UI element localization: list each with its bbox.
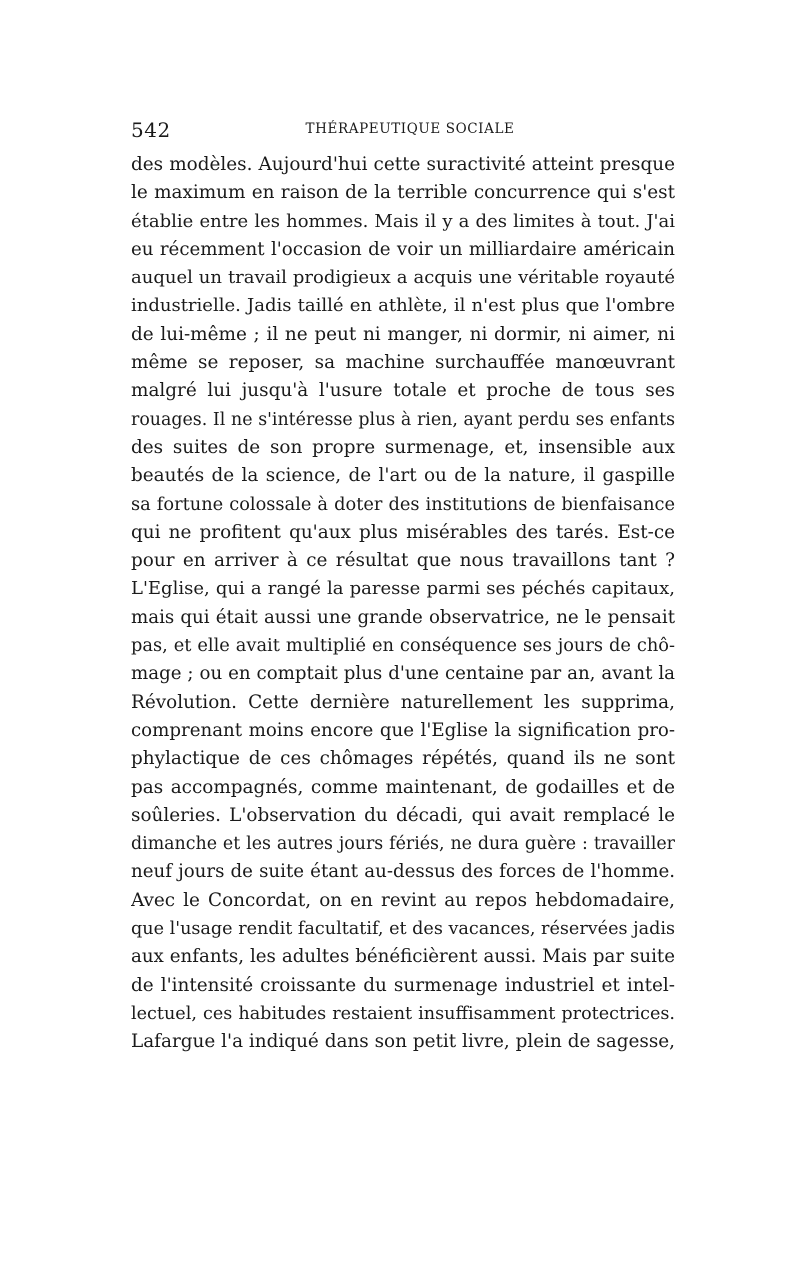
text-line: Révolution. Cette dernière naturellement les supprima,: [131, 691, 675, 713]
body-text: [131, 151, 675, 1057]
text-line: sa fortune colossale à doter des institutions de bienfaisance: [131, 493, 675, 515]
text-line: le maximum en raison de la terrible concurrence qui s'est: [131, 182, 675, 204]
text-line: phylactique de ces chômages répétés, quand ils ne sont: [131, 748, 675, 770]
text-line: pour en arriver à ce résultat que nous travaillons tant ?: [131, 550, 675, 572]
text-line: eu récemment l'occasion de voir un milliardaire américain: [131, 238, 675, 260]
text-line: mage ; ou en comptait plus d'une centaine par an, avant la: [131, 663, 675, 685]
text-line: pas accompagnés, comme maintenant, de godailles et de: [131, 776, 675, 798]
text-line: de l'intensité croissante du surmenage industriel et intel-: [131, 974, 675, 996]
page-number: 542: [131, 118, 171, 142]
text-line: Lafargue l'a indiqué dans son petit livre, plein de sagesse,: [131, 1031, 675, 1053]
text-line: mais qui était aussi une grande observatrice, ne le pensait: [131, 606, 675, 628]
text-line: pas, et elle avait multiplié en conséquence ses jours de chô-: [131, 635, 675, 657]
text-line: des modèles. Aujourd'hui cette suractivité atteint presque: [131, 154, 675, 175]
text-line: L'Eglise, qui a rangé la paresse parmi ses péchés capitaux,: [131, 578, 675, 600]
text-line: comprenant moins encore que l'Eglise la signification pro-: [131, 719, 675, 741]
text-line: que l'usage rendit facultatif, et des vacances, réservées jadis: [131, 919, 675, 940]
text-line: qui ne profitent qu'aux plus misérables des tarés. Est-ce: [131, 521, 675, 543]
text-line: de lui-même ; il ne peut ni manger, ni dormir, ni aimer, ni: [131, 323, 675, 345]
text-line: des suites de son propre surmenage, et, insensible aux: [131, 436, 675, 458]
text-line: neuf jours de suite étant au-dessus des forces de l'homme.: [131, 861, 675, 883]
page-header: [131, 118, 675, 142]
text-line: même se reposer, sa machine surchauffée manœuvrant: [131, 352, 675, 374]
running-title: THÉRAPEUTIQUE SOCIALE: [305, 121, 515, 137]
text-line: beautés de la science, de l'art ou de la nature, il gaspille: [131, 465, 675, 487]
text-line: auquel un travail prodigieux a acquis une véritable royauté: [131, 267, 675, 289]
text-line: établie entre les hommes. Mais il y a des limites à tout. J'ai: [131, 210, 675, 232]
text-line: aux enfants, les adultes bénéficièrent aussi. Mais par suite: [131, 946, 675, 968]
text-line: malgré lui jusqu'à l'usure totale et proche de tous ses: [131, 380, 675, 402]
text-line: lectuel, ces habitudes restaient insuffisamment protectrices.: [131, 1003, 675, 1024]
text-line: dimanche et les autres jours fériés, ne dura guère : travailler: [131, 834, 675, 855]
text-line: soûleries. L'observation du décadi, qui avait remplacé le: [131, 804, 675, 826]
text-line: rouages. Il ne s'intéresse plus à rien, ayant perdu ses enfants: [131, 409, 675, 430]
text-line: industrielle. Jadis taillé en athlète, il n'est plus que l'ombre: [131, 295, 675, 317]
text-line: Avec le Concordat, on en revint au repos hebdomadaire,: [131, 889, 675, 911]
